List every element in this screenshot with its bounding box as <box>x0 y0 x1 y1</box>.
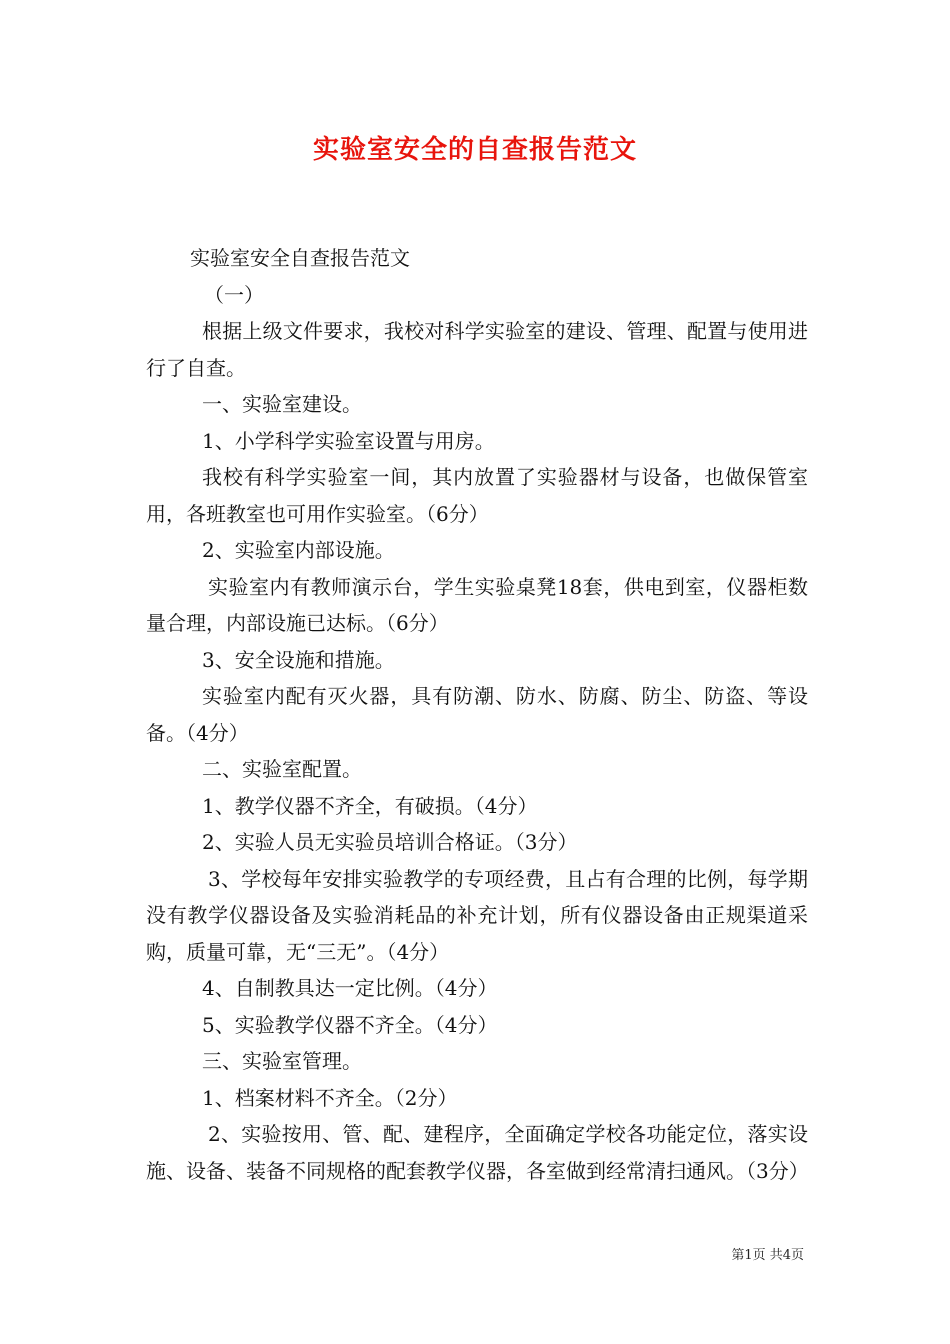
list-item: 2、实验按用、管、配、建程序，全面确定学校各功能定位，落实设施、设备、装备不同规格的配套教学仪器，各室做到经常清扫通风。（3分） <box>146 1122 809 1183</box>
list-item: 1、教学仪器不齐全，有破损。（4分） <box>202 793 538 818</box>
section-heading: 二、实验室配置。 <box>202 757 362 781</box>
section-heading: 三、实验室管理。 <box>202 1049 362 1073</box>
paragraph: 我校有科学实验室一间，其内放置了实验器材与设备，也做保管室用，各班教室也可用作实验室。（6分） <box>146 465 808 526</box>
list-item: 1、档案材料不齐全。（2分） <box>202 1085 458 1110</box>
paragraph: 实验室内有教师演示台，学生实验桌凳18套，供电到室，仪器柜数量合理，内部设施已达标。（6分） <box>146 574 808 635</box>
item-heading: 1、小学科学实验室设置与用房。 <box>202 428 495 453</box>
list-item: 2、实验人员无实验员培训合格证。（3分） <box>202 830 578 854</box>
subtitle: 实验室安全自查报告范文 <box>190 246 410 270</box>
document-title: 实验室安全的自查报告范文 <box>312 135 637 165</box>
list-item: 4、自制教具达一定比例。（4分） <box>202 976 498 1000</box>
document-body <box>146 240 808 1189</box>
paragraph: 根据上级文件要求，我校对科学实验室的建设、管理、配置与使用进行了自查。 <box>146 319 808 380</box>
paragraph: 实验室内配有灭火器，具有防潮、防水、防腐、防尘、防盗、等设备。（4分） <box>146 684 808 745</box>
item-heading: 3、安全设施和措施。 <box>202 647 395 672</box>
section-number: （一） <box>204 282 264 307</box>
list-item: 5、实验教学仪器不齐全。（4分） <box>202 1012 498 1037</box>
section-heading: 一、实验室建设。 <box>202 392 362 416</box>
item-heading: 2、实验室内部设施。 <box>202 538 395 562</box>
page-number-footer: 第1页 共4页 <box>731 1248 804 1263</box>
list-item: 3、学校每年安排实验教学的专项经费，且占有合理的比例，每学期没有教学仪器设备及实验消耗品的补充计划，所有仪器设备由正规渠道采购，质量可靠，无“三无”。（4分） <box>146 866 808 964</box>
